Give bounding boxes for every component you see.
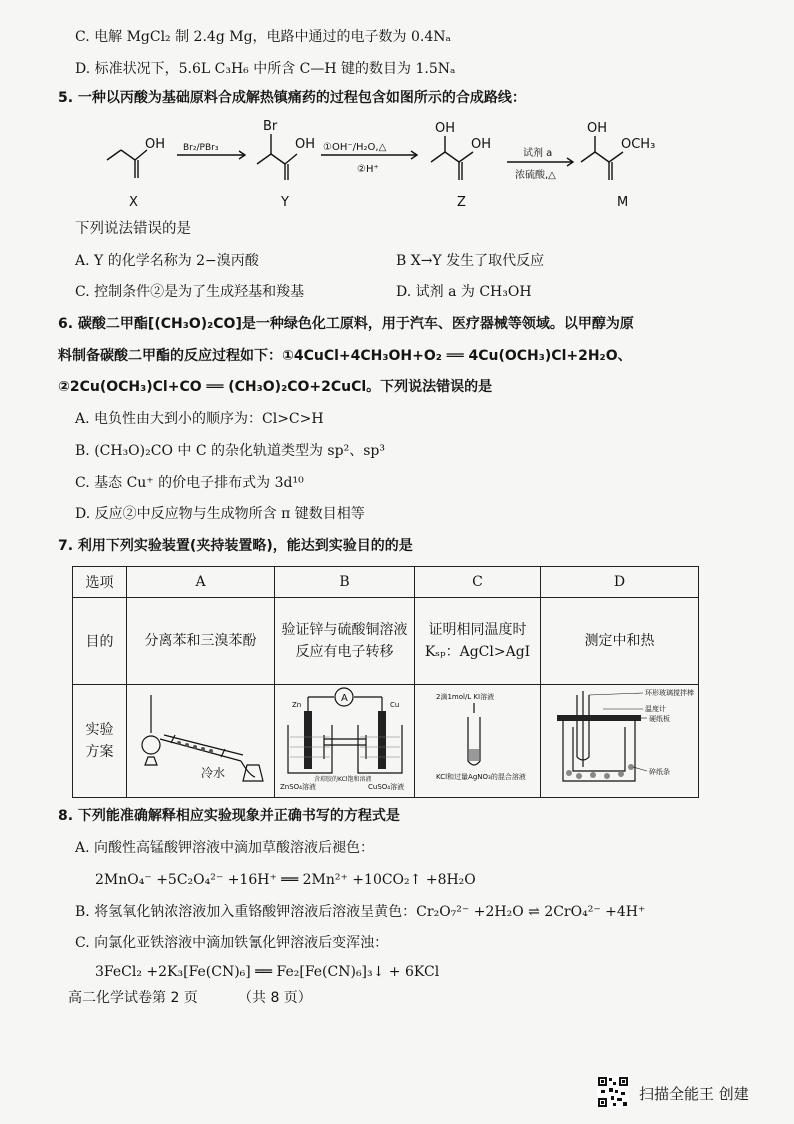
purpose-b: 验证锌与硫酸铜溶液反应有电子转移	[275, 598, 415, 685]
q8-option-a: A. 向酸性高锰酸钾溶液中滴加草酸溶液后褪色：	[75, 840, 375, 856]
label-m: M	[617, 195, 629, 210]
distillation-apparatus-diagram	[131, 687, 271, 791]
svg-text:ZnSO₄溶液: ZnSO₄溶液	[279, 783, 316, 791]
svg-text:CuSO₄溶液: CuSO₄溶液	[367, 783, 404, 791]
apparatus-c	[415, 685, 541, 798]
svg-text:温度计: 温度计	[644, 705, 666, 713]
svg-text:含琼胶的KCl饱和溶液: 含琼胶的KCl饱和溶液	[313, 776, 371, 783]
q7-stem: 7. 利用下列实验装置(夹持装置略)，能达到实验目的的是	[58, 538, 413, 554]
arrow2-reagent-top: ①OH⁻/H₂O,△	[323, 142, 387, 153]
q6-option-a: A. 电负性由大到小的顺序为：Cl>C>H	[75, 411, 324, 427]
apparatus-a	[127, 685, 275, 798]
q8-option-c-equation: 3FeCl₂ +2K₃[Fe(CN)₆] ══ Fe₂[Fe(CN)₆]₃↓ + 6KCl	[95, 964, 440, 980]
q6-stem-line3: ②2Cu(OCH₃)Cl+CO ══ (CH₃O)₂CO+2CuCl。下列说法错误的是	[58, 379, 493, 395]
label-z: Z	[457, 195, 466, 210]
label-x: X	[129, 195, 138, 210]
purpose-c: 证明相同温度时Kₛₚ：AgCl>AgI	[415, 598, 541, 685]
q8-stem: 8. 下列能准确解释相应实验现象并正确书写的方程式是	[58, 808, 400, 824]
arrow1-reagent: Br₂/PBr₃	[183, 143, 219, 153]
q8-option-a-equation: 2MnO₄⁻ +5C₂O₄²⁻ +16H⁺ ══ 2Mn²⁺ +10CO₂↑ +8H₂O	[95, 872, 476, 888]
svg-text:冷水: 冷水	[200, 766, 225, 780]
calorimeter-diagram	[543, 687, 697, 791]
page-total: （共 8 页）	[238, 990, 312, 1006]
synthesis-route-diagram	[95, 112, 715, 212]
svg-text:OH: OH	[471, 137, 492, 152]
q5-option-a: A. Y 的化学名称为 2−溴丙酸	[75, 253, 259, 269]
test-tube-diagram	[418, 687, 538, 791]
purpose-label: 目的	[73, 598, 127, 685]
q6-option-b: B. (CH₃O)₂CO 中 C 的杂化轨道类型为 sp²、sp³	[75, 443, 385, 459]
header-b: B	[275, 567, 415, 598]
arrow3-reagent-bottom: 浓硫酸,△	[515, 170, 556, 181]
scanner-brand-watermark: 扫描全能王 创建	[639, 1085, 749, 1103]
arrow3-reagent-top: 试剂 a	[523, 148, 553, 159]
q4-option-d: D. 标准状况下，5.6L C₃H₆ 中所含 C—H 键的数目为 1.5Nₐ	[75, 61, 456, 77]
galvanic-cell-diagram	[278, 687, 412, 791]
header-a: A	[127, 567, 275, 598]
apparatus-d	[541, 685, 699, 798]
svg-text:Cu: Cu	[389, 701, 399, 709]
purpose-a: 分离苯和三溴苯酚	[127, 598, 275, 685]
svg-text:OH: OH	[435, 121, 456, 136]
header-c: C	[415, 567, 541, 598]
svg-text:环形玻璃搅拌棒: 环形玻璃搅拌棒	[644, 689, 694, 697]
svg-text:A: A	[340, 693, 348, 704]
q5-sub-stem: 下列说法错误的是	[75, 221, 191, 237]
q6-stem-line2: 料制备碳酸二甲酯的反应过程如下：①4CuCl+4CH₃OH+O₂ ══ 4Cu(OCH₃)Cl+2H₂O、	[58, 348, 632, 364]
svg-text:碎纸条: 碎纸条	[648, 768, 670, 776]
qr-code-icon	[597, 1076, 629, 1108]
label-y: Y	[281, 195, 289, 210]
q6-option-c: C. 基态 Cu⁺ 的价电子排布式为 3d¹⁰	[75, 475, 304, 491]
scheme-label: 实验方案	[73, 685, 127, 798]
svg-text:Br: Br	[263, 119, 278, 134]
q5-option-b: B X→Y 发生了取代反应	[396, 253, 545, 269]
arrow2-reagent-bottom: ②H⁺	[357, 164, 379, 175]
q8-option-b: B. 将氢氧化钠浓溶液加入重铬酸钾溶液后溶液呈黄色：Cr₂O₇²⁻ +2H₂O ⇌ 2CrO₄²⁻ +4H⁺	[75, 904, 646, 920]
svg-text:OCH₃: OCH₃	[621, 137, 656, 152]
page-number: 高二化学试卷第 2 页	[68, 990, 198, 1006]
purpose-d: 测定中和热	[541, 598, 699, 685]
svg-text:硬纸板: 硬纸板	[648, 715, 670, 723]
svg-text:KCl和过量AgNO₃的混合溶液: KCl和过量AgNO₃的混合溶液	[435, 773, 526, 781]
svg-text:OH: OH	[295, 137, 316, 152]
q6-option-d: D. 反应②中反应物与生成物所含 π 键数目相等	[75, 506, 365, 522]
header-d: D	[541, 567, 699, 598]
q8-option-c: C. 向氯化亚铁溶液中滴加铁氰化钾溶液后变浑浊：	[75, 935, 389, 951]
svg-text:2滴1mol/L KI溶液: 2滴1mol/L KI溶液	[435, 693, 494, 701]
q5-stem: 5. 一种以丙酸为基础原料合成解热镇痛药的过程包含如图所示的合成路线：	[58, 90, 526, 106]
q5-option-d: D. 试剂 a 为 CH₃OH	[396, 284, 532, 300]
experiment-table	[72, 566, 699, 798]
header-option: 选项	[73, 567, 127, 598]
svg-text:OH: OH	[587, 121, 608, 136]
svg-text:OH: OH	[145, 137, 166, 152]
q4-option-c: C. 电解 MgCl₂ 制 2.4g Mg，电路中通过的电子数为 0.4Nₐ	[75, 29, 451, 45]
q6-stem-line1: 6. 碳酸二甲酯[(CH₃O)₂CO]是一种绿色化工原料，用于汽车、医疗器械等领域。以甲醇为原	[58, 316, 634, 332]
q5-option-c: C. 控制条件②是为了生成羟基和羧基	[75, 284, 305, 300]
apparatus-b	[275, 685, 415, 798]
svg-text:Zn: Zn	[291, 701, 301, 709]
